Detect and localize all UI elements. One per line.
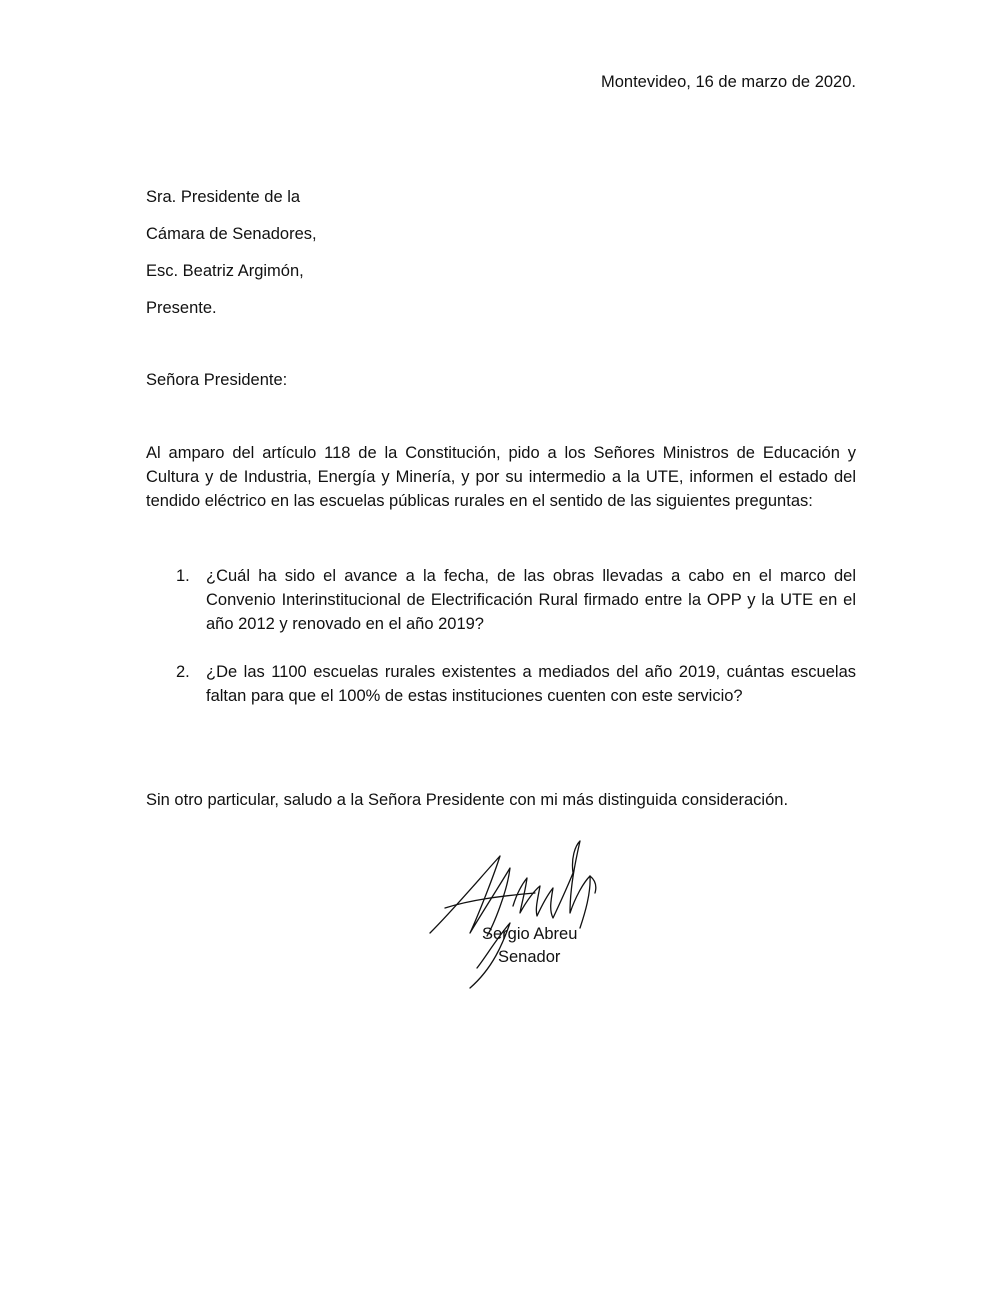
signer-name: Sergio Abreu xyxy=(482,925,578,943)
recipient-line: Cámara de Senadores, xyxy=(146,225,317,243)
question-text: ¿Cuál ha sido el avance a la fecha, de las obras llevadas a cabo en el marco del Convenio Interinstitucional de Electrificación Rural firmado entre la OPP y la UTE en el año 2012 y renovado en el año 2019? xyxy=(206,567,856,633)
recipient-line: Presente. xyxy=(146,299,217,317)
question-item xyxy=(146,660,856,708)
recipient-line: Sra. Presidente de la xyxy=(146,188,301,206)
question-item xyxy=(146,564,856,636)
recipient-line: Esc. Beatriz Argimón, xyxy=(146,262,304,280)
salutation: Señora Presidente: xyxy=(146,371,288,389)
question-number: 2. xyxy=(176,663,190,681)
handwritten-signature xyxy=(425,838,615,993)
question-number: 1. xyxy=(176,567,190,585)
recipient-block xyxy=(146,186,317,334)
question-list xyxy=(146,564,856,708)
signer-title: Senador xyxy=(498,948,561,966)
date-line: Montevideo, 16 de marzo de 2020. xyxy=(600,73,856,91)
question-text: ¿De las 1100 escuelas rurales existentes a mediados del año 2019, cuántas escuelas faltan para que el 100% de estas instituciones cuenten con este servicio? xyxy=(206,663,856,705)
body-paragraph: Al amparo del artículo 118 de la Constitución, pido a los Señores Ministros de Educación y Cultura y de Industria, Energía y Minería, y por su intermedio a la UTE, informen el estado del tendido eléctrico en las escuelas públicas rurales en el sentido de las siguientes preguntas: xyxy=(146,444,856,510)
closing-line: Sin otro particular, saludo a la Señora Presidente con mi más distinguida consideración. xyxy=(146,791,789,809)
